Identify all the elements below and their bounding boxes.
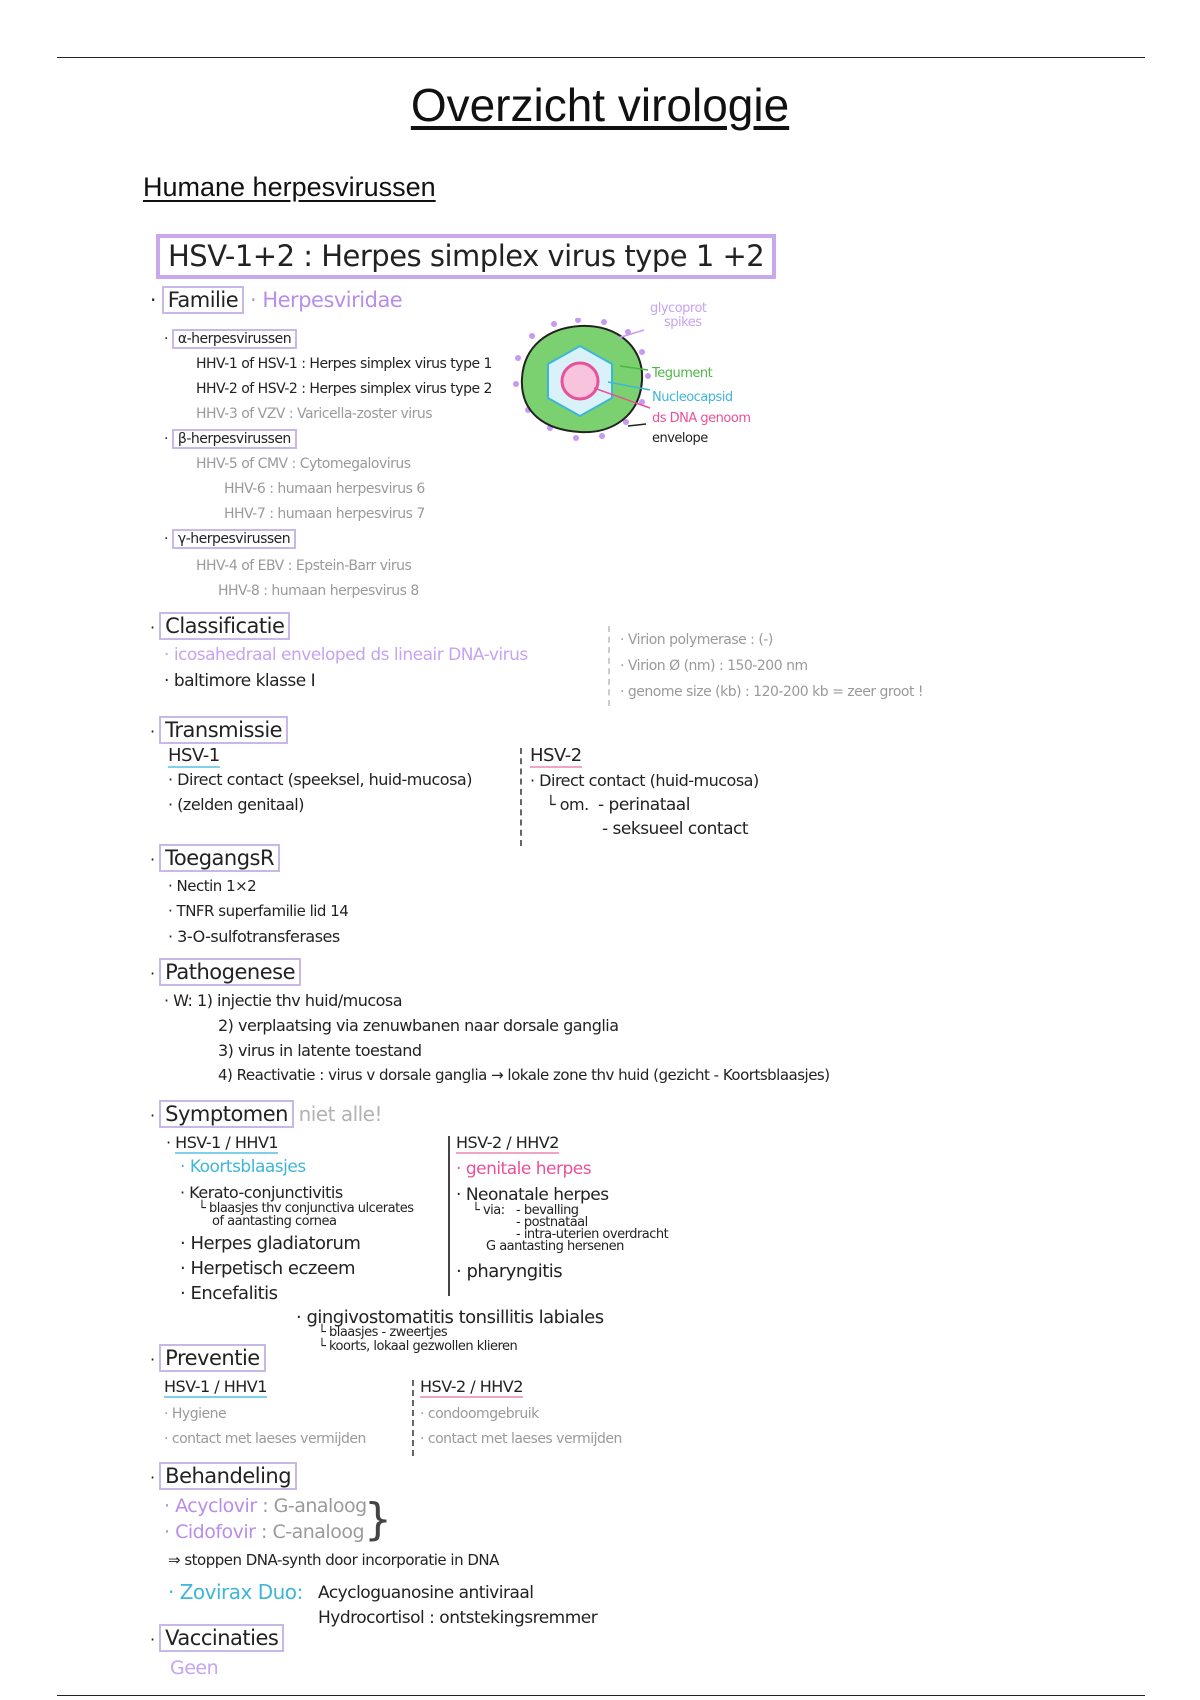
label-spikes: spikes (664, 315, 702, 330)
symptomen-hsv1-label: · HSV-1 / HHV1 (166, 1133, 279, 1152)
preventie-item: · contact met laeses vermijden (164, 1431, 366, 1447)
pathogenese-step: 4) Reactivatie : virus v dorsale ganglia → lokale zone thv huid (gezicht - Koortsblaasjes) (218, 1066, 830, 1084)
document-title: Overzicht virologie (410, 79, 790, 131)
alpha-group-label: · α-herpesvirussen (164, 331, 297, 347)
combo-line: Acycloguanosine antiviraal (318, 1583, 534, 1603)
divider (520, 748, 522, 846)
section-heading: Humane herpesvirussen (143, 172, 436, 202)
pathogenese-step: 2) verplaatsing via zenuwbanen naar dorsale ganglia (218, 1016, 619, 1035)
divider (412, 1380, 414, 1456)
label-nucleocapsid: Nucleocapsid (652, 390, 733, 405)
symptom-item: · genitale herpes (456, 1159, 592, 1179)
classificatie-line: · baltimore klasse I (164, 671, 316, 691)
symptom-item: · gingivostomatitis tonsillitis labiales (296, 1307, 604, 1328)
symptom-subitem: └ koorts, lokaal gezwollen klieren (318, 1339, 518, 1354)
label-envelope: envelope (652, 431, 708, 446)
symptom-item: · Kerato-conjunctivitis (180, 1183, 343, 1202)
familie-value: Herpesviridae (262, 288, 403, 312)
symptom-subitem: of aantasting cornea (212, 1214, 337, 1229)
familie-item: HHV-3 of VZV : Varicella-zoster virus (196, 406, 433, 422)
treatment-mechanism: ⇒ stoppen DNA-synth door incorporatie in DNA (168, 1551, 499, 1569)
symptom-item: · Herpes gladiatorum (180, 1233, 361, 1254)
preventie-hsv1-label: HSV-1 / HHV1 (164, 1377, 267, 1396)
symptom-item: · Encefalitis (180, 1283, 278, 1304)
symptomen-row: · Symptomen niet alle! (150, 1102, 383, 1126)
toegang-item: · TNFR superfamilie lid 14 (168, 902, 349, 920)
gamma-group-label: · γ-herpesvirussen (164, 531, 296, 547)
preventie-row: · Preventie (150, 1346, 266, 1370)
familie-item: HHV-7 : humaan herpesvirus 7 (224, 506, 425, 522)
familie-item: HHV-6 : humaan herpesvirus 6 (224, 481, 425, 497)
classificatie-side: · Virion Ø (nm) : 150-200 nm (620, 658, 808, 674)
symptom-subitem: └ blaasjes thv conjunctiva ulcerates (198, 1201, 414, 1216)
familie-item: HHV-1 of HSV-1 : Herpes simplex virus type 1 (196, 356, 492, 372)
symptom-item: · Neonatale herpes (456, 1185, 609, 1205)
symptom-subitem: G aantasting hersenen (486, 1239, 624, 1254)
toegang-item: · Nectin 1×2 (168, 877, 257, 895)
note-main-heading: HSV-1+2 : Herpes simplex virus type 1 +2 (156, 234, 776, 279)
vaccinaties-row: · Vaccinaties (150, 1626, 284, 1650)
transmissie-row: · Transmissie (150, 718, 288, 742)
pathogenese-row: · Pathogenese (150, 960, 301, 984)
classificatie-row: · Classificatie (150, 614, 290, 638)
label-glycoprot: glycoprot (650, 301, 707, 316)
symptom-subitem: - intra-uterien overdracht (516, 1227, 669, 1242)
toegang-row: · ToegangsR (150, 846, 280, 870)
divider (448, 1136, 450, 1296)
preventie-item: · condoomgebruik (420, 1406, 539, 1422)
classificatie-line: · icosahedraal enveloped ds lineair DNA-virus (164, 645, 528, 665)
familie-label: Familie (162, 286, 244, 314)
transmissie-via: └ om. (546, 795, 589, 814)
symptom-item: · pharyngitis (456, 1261, 563, 1282)
transmissie-hsv2-label: HSV-2 (530, 745, 582, 766)
treatment-item: · Acyclovir : G-analoog (164, 1495, 367, 1517)
classificatie-side: · Virion polymerase : (-) (620, 632, 773, 648)
pathogenese-step: 3) virus in latente toestand (218, 1041, 422, 1060)
symptom-item: · Herpetisch eczeem (180, 1258, 356, 1279)
combo-line: Hydrocortisol : ontstekingsremmer (318, 1608, 598, 1628)
dna-genome (562, 363, 598, 399)
transmissie-item: · Direct contact (speeksel, huid-mucosa) (168, 770, 472, 789)
preventie-hsv2-label: HSV-2 / HHV2 (420, 1377, 523, 1396)
combo-drug: · Zovirax Duo: (168, 1580, 303, 1604)
transmissie-item: · (zelden genitaal) (168, 795, 304, 814)
symptomen-hsv2-label: HSV-2 / HHV2 (456, 1133, 559, 1152)
brace: } (364, 1494, 392, 1545)
vaccinaties-value: Geen (170, 1657, 219, 1679)
bottom-rule (57, 1695, 1145, 1696)
transmissie-sub: - perinataal (598, 795, 690, 815)
treatment-item: · Cidofovir : C-analoog (164, 1521, 365, 1543)
label-tegument: Tegument (652, 366, 713, 381)
preventie-item: · contact met laeses vermijden (420, 1431, 622, 1447)
preventie-item: · Hygiene (164, 1406, 227, 1422)
familie-item: HHV-8 : humaan herpesvirus 8 (218, 583, 419, 599)
toegang-item: · 3-O-sulfotransferases (168, 927, 340, 946)
symptom-subitem: └ via: (472, 1203, 505, 1218)
top-rule (57, 57, 1145, 58)
handwritten-note-image (150, 228, 1050, 1688)
beta-group-label: · β-herpesvirussen (164, 431, 297, 447)
divider (608, 626, 610, 706)
transmissie-sub: - seksueel contact (602, 819, 748, 839)
symptom-subitem: - postnataal (516, 1215, 588, 1230)
pathogenese-step: · W: 1) injectie thv huid/mucosa (164, 991, 403, 1010)
symptom-subitem: └ blaasjes - zweertjes (318, 1325, 448, 1340)
transmissie-hsv1-label: HSV-1 (168, 745, 220, 766)
classificatie-side: · genome size (kb) : 120-200 kb = zeer groot ! (620, 684, 924, 700)
familie-item: HHV-4 of EBV : Epstein-Barr virus (196, 558, 412, 574)
transmissie-item: · Direct contact (huid-mucosa) (530, 771, 759, 790)
label-genome: ds DNA genoom (652, 411, 751, 426)
symptom-subitem: - bevalling (516, 1203, 579, 1218)
behandeling-row: · Behandeling (150, 1464, 297, 1488)
familie-item: HHV-5 of CMV : Cytomegalovirus (196, 456, 411, 472)
symptom-item: · Koortsblaasjes (180, 1157, 306, 1177)
familie-row: · Familie · Herpesviridae (150, 288, 403, 312)
familie-item: HHV-2 of HSV-2 : Herpes simplex virus type 2 (196, 381, 492, 397)
